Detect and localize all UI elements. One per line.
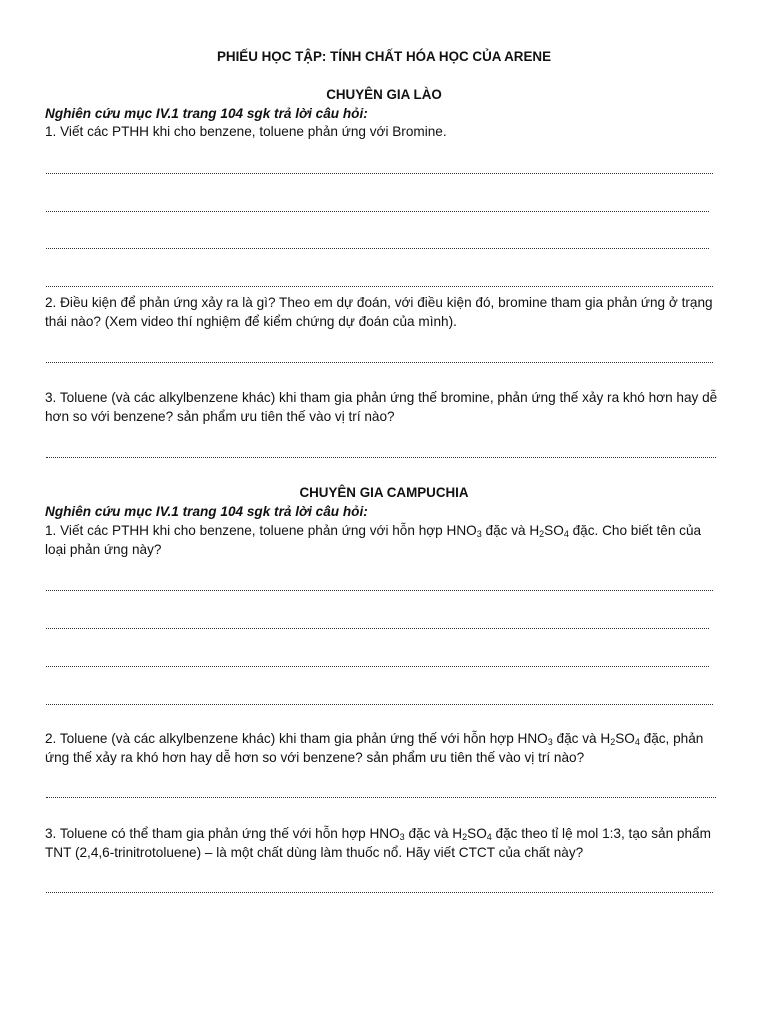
answer-line (46, 211, 709, 212)
worksheet-title: PHIẾU HỌC TẬP: TÍNH CHẤT HÓA HỌC CỦA ARENE (216, 49, 552, 64)
answer-line (46, 797, 716, 798)
answer-line (46, 892, 713, 893)
section1-question-3: 3. Toluene (và các alkylbenzene khác) khi tham gia phản ứng thế bromine, phản ứng thế xảy ra khó hơn hay dễ hơn so với benzene? sản phẩm ưu tiên thế vào vị trí nào? (45, 390, 718, 424)
section2-question-1: 1. Viết các PTHH khi cho benzene, toluene phản ứng với hỗn hợp $HNO_3$ đặc và $H_2SO_4$ đặc. Cho biết tên của loại phản ứng này? (45, 523, 702, 557)
answer-line (46, 362, 713, 363)
answer-line (46, 286, 713, 287)
section1-question-2: 2. Điều kiện để phản ứng xảy ra là gì? Theo em dự đoán, với điều kiện đó, bromine tham gia phản ứng ở trạng thái nào? (Xem video thí nghiệm để kiểm chứng dự đoán của mình). (45, 295, 713, 329)
section2-instruction: Nghiên cứu mục IV.1 trang 104 sgk trả lời câu hỏi: (45, 504, 368, 519)
section-heading-laos: CHUYÊN GIA LÀO (326, 87, 442, 102)
answer-line (46, 628, 709, 629)
section1-question-1: 1. Viết các PTHH khi cho benzene, toluene phản ứng với Bromine. (45, 124, 447, 139)
section2-question-3: 3. Toluene có thể tham gia phản ứng thế với hỗn hợp $HNO_3$ đặc và $H_2SO_4$ đặc theo tỉ lệ mol 1:3, tạo sản phẩm TNT (2,4,6-trinitrotoluene) – là một chất dùng làm thuốc nổ. Hãy viết CTCT của chất này? (45, 826, 711, 860)
answer-line (46, 704, 713, 705)
section2-question-2: 2. Toluene (và các alkylbenzene khác) khi tham gia phản ứng thế với hỗn hợp $HNO_3$ đặc và $H_2SO_4$ đặc, phản ứng thế xảy ra khó hơn hay dễ hơn so với benzene? sản phẩm ưu tiên thế vào vị trí nào? (45, 731, 704, 765)
answer-line (46, 666, 709, 667)
answer-line (46, 173, 713, 174)
section1-instruction: Nghiên cứu mục IV.1 trang 104 sgk trả lời câu hỏi: (45, 106, 368, 121)
answer-line (46, 248, 709, 249)
section-heading-cambodia: CHUYÊN GIA CAMPUCHIA (299, 485, 469, 500)
answer-line (46, 457, 716, 458)
answer-line (46, 590, 713, 591)
